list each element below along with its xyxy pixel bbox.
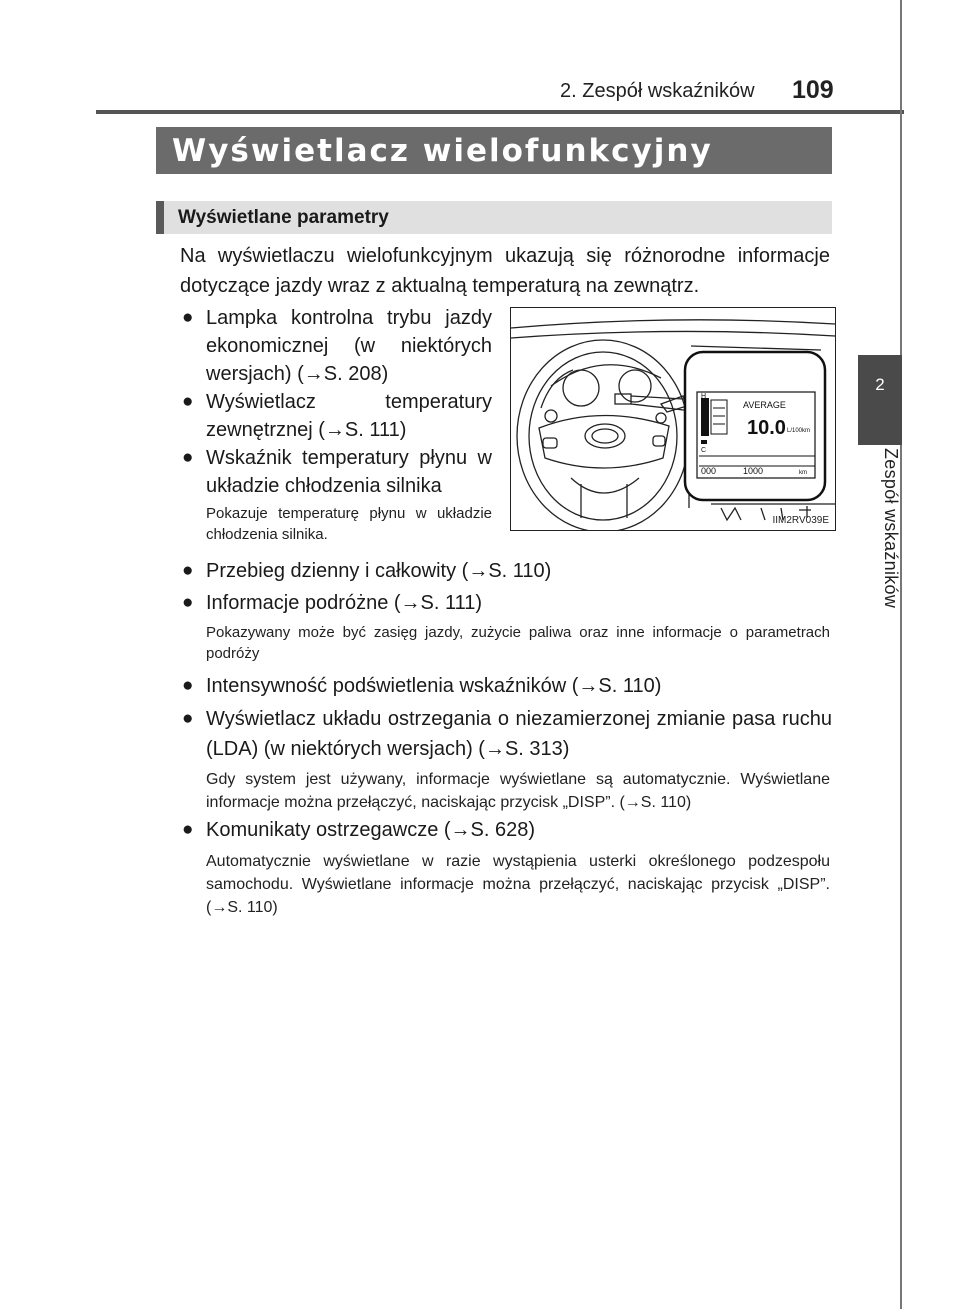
chapter-tab-label: Zespół wskaźników: [881, 448, 901, 609]
list-item: [182, 589, 832, 617]
bullet-icon: ●: [182, 307, 194, 328]
side-divider: [900, 0, 902, 1309]
chapter-title: 2. Zespół wskaźników: [560, 80, 755, 102]
display-unit: L/100km: [787, 428, 811, 434]
list-item-note: Pokazuje temperaturę płynu w układzie chłodzenia silnika.: [206, 505, 492, 543]
list-item-text: Lampka kontrolna trybu jazdy ekonomicznej (w niektórych wersjach) (→S. 208): [206, 307, 492, 385]
list-item-text: Wyświetlacz temperatury zewnętrznej (→S. 111): [206, 391, 492, 441]
list-item-note: Pokazywany może być zasięg jazdy, zużycie paliwa oraz inne informacje o parametrach podróży: [206, 624, 830, 662]
bullet-icon: ●: [182, 560, 194, 581]
gauge-hot-label: H: [701, 393, 707, 400]
bullet-icon: ●: [182, 391, 194, 412]
list-item-text: Informacje podróżne (→S. 111): [206, 592, 483, 614]
dashboard-drawing: [511, 308, 835, 530]
bullet-icon: ●: [182, 708, 194, 729]
list-item-text: Wyświetlacz układu ostrzegania o niezamierzonej zmianie pasa ruchu (LDA) (w niektórych wersjach) (→S. 313): [206, 708, 832, 760]
bullet-icon: ●: [182, 447, 194, 468]
display-mode-title: AVERAGE: [743, 400, 786, 410]
display-odo: 000: [701, 466, 717, 476]
header-divider: [96, 110, 904, 114]
display-main-value: 10.0: [747, 417, 786, 439]
list-item: [182, 704, 832, 764]
section-title: Wyświetlane parametry: [156, 201, 832, 234]
intro-paragraph: Na wyświetlaczu wielofunkcyjnym ukazują się różnorodne informacje dotyczące jazdy wraz z aktualną temperaturą na zewnątrz.: [180, 245, 830, 297]
chapter-tab-number: 2: [875, 375, 885, 394]
list-item: [182, 816, 832, 844]
main-title: Wyświetlacz wielofunkcyjny: [156, 127, 832, 174]
chapter-tab[interactable]: [858, 355, 902, 445]
list-item-text: Intensywność podświetlenia wskaźników (→S. 110): [206, 675, 662, 697]
display-trip-unit: km: [799, 470, 807, 476]
list-item-text: Komunikaty ostrzegawcze (→S. 628): [206, 819, 536, 841]
list-item: [182, 557, 832, 585]
bullet-icon: ●: [182, 819, 194, 840]
list-item-note: Gdy system jest używany, informacje wyświetlane są automatycznie. Wyświetlane informacje można przełączyć, naciskając przycisk „DISP”. (→S. 110): [206, 771, 830, 811]
illustration-code: IIM2RV039E: [772, 515, 829, 526]
gauge-cold-label: C: [701, 447, 707, 454]
bullet-icon: ●: [182, 592, 194, 613]
bullet-icon: ●: [182, 675, 194, 696]
page-number: 109: [792, 76, 834, 104]
list-item-note: Automatycznie wyświetlane w razie wystąpienia usterki określonego podzespołu samochodu. Wyświetlane informacje można przełączyć, naciskając przycisk „DISP”. (→S. 110): [206, 853, 830, 916]
list-item: [182, 304, 492, 388]
display-trip: 1000: [743, 466, 764, 476]
list-item: [182, 444, 492, 500]
list-item: [182, 672, 832, 700]
instrument-panel-illustration: [510, 307, 836, 531]
list-item-text: Wskaźnik temperatury płynu w układzie chłodzenia silnika: [206, 447, 492, 497]
list-item: [182, 388, 492, 444]
list-item-text: Przebieg dzienny i całkowity (→S. 110): [206, 560, 552, 582]
